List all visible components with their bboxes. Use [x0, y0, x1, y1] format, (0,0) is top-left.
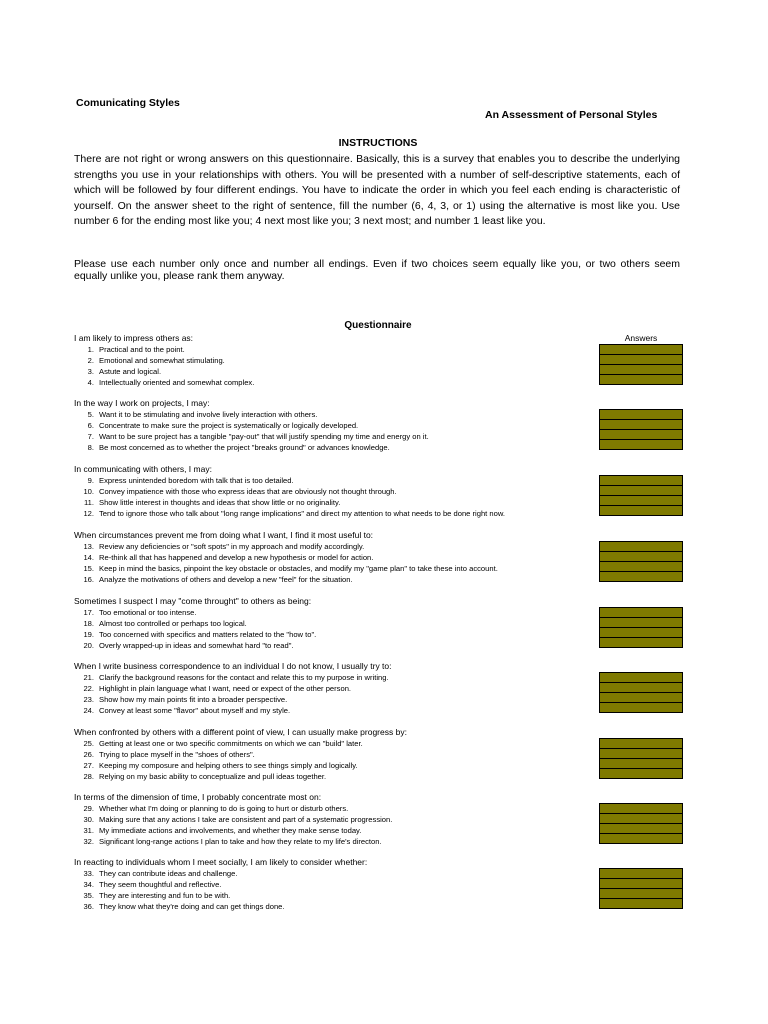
question-ending	[74, 563, 594, 574]
ending-number: 21.	[83, 673, 94, 682]
instructions-note: Please use each number only once and number all endings. Even if two choices seem equally like you, or two others seem equally unlike you, please rank them anyway.	[74, 258, 680, 282]
ending-text: Overly wrapped-up in ideas and somewhat hard "to read".	[99, 641, 294, 650]
ending-text: Clarify the background reasons for the contact and relate this to my purpose in writing.	[99, 673, 389, 682]
page-subtitle: An Assessment of Personal Styles	[485, 109, 658, 121]
question-ending	[74, 355, 594, 366]
question-section	[74, 333, 594, 388]
ending-number: 9.	[87, 476, 94, 485]
ending-text: Relying on my basic ability to conceptualize and pull ideas together.	[99, 772, 327, 781]
answer-box-group	[599, 672, 683, 713]
ending-number: 17.	[83, 608, 94, 617]
answer-input-box[interactable]	[599, 833, 683, 844]
instructions-paragraph: There are not right or wrong answers on this questionnaire. Basically, this is a survey that enables you to describe the underlying strengths you use in your relationships with others. You will be presented with a number of self-descriptive statements, each of which will be followed by four different endings. You have to indicate the order in which you feel each ending is characteristic of yourself. On the answer sheet to the right of sentence, fill the number (6, 4, 3, or 1) using the alternative is most like you. Use number 6 for the ending most like you; 4 next most like you; 3 next most; and number 1 least like you.	[74, 153, 680, 227]
question-ending	[74, 749, 594, 760]
answers-column-header: Answers	[624, 333, 658, 343]
ending-number: 29.	[83, 804, 94, 813]
ending-number: 30.	[83, 815, 94, 824]
ending-number: 36.	[83, 902, 94, 911]
question-section	[74, 792, 594, 847]
ending-number: 28.	[83, 772, 94, 781]
ending-number: 26.	[83, 750, 94, 759]
question-ending	[74, 640, 594, 651]
ending-text: Convey impatience with those who express ideas that are obviously not thought through.	[99, 487, 397, 496]
ending-text: They seem thoughtful and reflective.	[99, 880, 222, 889]
ending-number: 18.	[83, 619, 94, 628]
ending-text: Keep in mind the basics, pinpoint the key obstacle or obstacles, and modify my "game plan" to take these into account.	[99, 564, 498, 573]
question-ending	[74, 683, 594, 694]
ending-text: Want it to be stimulating and involve lively interaction with others.	[99, 410, 318, 419]
ending-number: 22.	[83, 684, 94, 693]
page-title: Comunicating Styles	[76, 97, 180, 109]
ending-text: Trying to place myself in the "shoes of others".	[99, 750, 255, 759]
question-ending	[74, 475, 594, 486]
ending-number: 19.	[83, 630, 94, 639]
answer-box-group	[599, 607, 683, 648]
question-ending	[74, 486, 594, 497]
question-ending	[74, 420, 594, 431]
question-ending	[74, 814, 594, 825]
ending-text: Intellectually oriented and somewhat complex.	[99, 378, 255, 387]
question-ending	[74, 901, 594, 912]
question-prompt: When confronted by others with a different point of view, I can usually make progress by:	[74, 727, 407, 737]
ending-number: 1.	[87, 345, 94, 354]
ending-text: Too emotional or too intense.	[99, 608, 197, 617]
answer-box-group	[599, 738, 683, 779]
ending-number: 20.	[83, 641, 94, 650]
question-section	[74, 530, 594, 585]
answer-box-group	[599, 344, 683, 385]
ending-text: Practical and to the point.	[99, 345, 185, 354]
ending-number: 23.	[83, 695, 94, 704]
question-prompt: I am likely to impress others as:	[74, 333, 194, 343]
question-ending	[74, 377, 594, 388]
ending-text: Show little interest in thoughts and ideas that show little or no originality.	[99, 498, 341, 507]
instructions-heading: INSTRUCTIONS	[338, 137, 418, 149]
question-prompt: Sometimes I suspect I may "come throught" to others as being:	[74, 596, 312, 606]
ending-text: Show how my main points fit into a broader perspective.	[99, 695, 288, 704]
answer-input-box[interactable]	[599, 768, 683, 779]
ending-number: 3.	[87, 367, 94, 376]
answer-box-group	[599, 409, 683, 450]
question-prompt: In communicating with others, I may:	[74, 464, 212, 474]
ending-text: Too concerned with specifics and matters related to the "how to".	[99, 630, 317, 639]
ending-text: Whether what I'm doing or planning to do is going to hurt or disturb others.	[99, 804, 349, 813]
ending-number: 6.	[87, 421, 94, 430]
question-endings-list	[74, 475, 594, 519]
ending-number: 24.	[83, 706, 94, 715]
ending-text: My immediate actions and involvements, and whether they make sense today.	[99, 826, 362, 835]
ending-text: Astute and logical.	[99, 367, 162, 376]
question-ending	[74, 868, 594, 879]
question-ending	[74, 771, 594, 782]
question-ending	[74, 879, 594, 890]
question-ending	[74, 442, 594, 453]
ending-text: Concentrate to make sure the project is systematically or logically developed.	[99, 421, 359, 430]
ending-text: They are interesting and fun to be with.	[99, 891, 231, 900]
answer-box-group	[599, 868, 683, 909]
question-ending	[74, 574, 594, 585]
question-ending	[74, 552, 594, 563]
answer-input-box[interactable]	[599, 505, 683, 516]
question-section	[74, 596, 594, 651]
question-ending	[74, 705, 594, 716]
answer-box-group	[599, 541, 683, 582]
ending-number: 2.	[87, 356, 94, 365]
question-endings-list	[74, 868, 594, 912]
question-prompt: In the way I work on projects, I may:	[74, 398, 210, 408]
question-ending	[74, 760, 594, 771]
question-endings-list	[74, 803, 594, 847]
answer-box-group	[599, 475, 683, 516]
ending-number: 5.	[87, 410, 94, 419]
question-ending	[74, 738, 594, 749]
answer-input-box[interactable]	[599, 439, 683, 450]
ending-text: Tend to ignore those who talk about "long range implications" and direct my attention to what needs to be done right now.	[99, 509, 506, 518]
question-ending	[74, 541, 594, 552]
ending-text: Keeping my composure and helping others to see things simply and logically.	[99, 761, 358, 770]
question-endings-list	[74, 344, 594, 388]
question-ending	[74, 344, 594, 355]
ending-text: Significant long-range actions I plan to take and how they relate to my life's directon.	[99, 837, 382, 846]
ending-text: They can contribute ideas and challenge.	[99, 869, 238, 878]
ending-text: They know what they're doing and can get things done.	[99, 902, 285, 911]
question-ending	[74, 803, 594, 814]
question-ending	[74, 409, 594, 420]
ending-text: Highlight in plain language what I want, need or expect of the other person.	[99, 684, 352, 693]
ending-text: Analyze the motivations of others and develop a new "feel" for the situation.	[99, 575, 353, 584]
ending-text: Making sure that any actions I take are consistent and part of a systematic progression.	[99, 815, 393, 824]
question-prompt: When I write business correspondence to an individual I do not know, I usually try to:	[74, 661, 392, 671]
ending-text: Express unintended boredom with talk that is too detailed.	[99, 476, 294, 485]
ending-number: 12.	[83, 509, 94, 518]
question-ending	[74, 508, 594, 519]
question-ending	[74, 825, 594, 836]
question-endings-list	[74, 672, 594, 716]
ending-number: 10.	[83, 487, 94, 496]
question-ending	[74, 629, 594, 640]
question-section	[74, 857, 594, 912]
question-section	[74, 661, 594, 716]
question-ending	[74, 607, 594, 618]
question-prompt: In reacting to individuals whom I meet socially, I am likely to consider whether:	[74, 857, 368, 867]
question-ending	[74, 366, 594, 377]
question-endings-list	[74, 541, 594, 585]
question-endings-list	[74, 738, 594, 782]
ending-text: Want to be sure project has a tangible "pay-out" that will justify spending my time and energy on it.	[99, 432, 429, 441]
question-ending	[74, 672, 594, 683]
ending-text: Review any deficiencies or "soft spots" in my approach and modify accordingly.	[99, 542, 365, 551]
question-ending	[74, 836, 594, 847]
ending-text: Getting at least one or two specific commitments on which we can "build" later.	[99, 739, 363, 748]
answer-input-box[interactable]	[599, 898, 683, 909]
ending-number: 15.	[83, 564, 94, 573]
answer-input-box[interactable]	[599, 571, 683, 582]
question-section	[74, 464, 594, 519]
question-endings-list	[74, 409, 594, 453]
ending-number: 33.	[83, 869, 94, 878]
question-section	[74, 727, 594, 782]
question-ending	[74, 890, 594, 901]
ending-number: 11.	[84, 498, 94, 507]
questionnaire-heading: Questionnaire	[344, 320, 412, 331]
ending-number: 27.	[83, 761, 94, 770]
question-section	[74, 398, 594, 453]
question-ending	[74, 431, 594, 442]
answer-box-group	[599, 803, 683, 844]
ending-number: 14.	[83, 553, 94, 562]
question-prompt: When circumstances prevent me from doing what I want, I find it most useful to:	[74, 530, 374, 540]
question-ending	[74, 618, 594, 629]
ending-number: 13.	[83, 542, 94, 551]
question-prompt: In terms of the dimension of time, I probably concentrate most on:	[74, 792, 322, 802]
ending-number: 4.	[87, 378, 94, 387]
ending-text: Convey at least some "flavor" about myself and my style.	[99, 706, 291, 715]
answer-input-box[interactable]	[599, 374, 683, 385]
question-endings-list	[74, 607, 594, 651]
ending-number: 25.	[83, 739, 94, 748]
ending-text: Re-think all that has happened and develop a new hypothesis or model for action.	[99, 553, 374, 562]
ending-text: Almost too controlled or perhaps too logical.	[99, 619, 247, 628]
question-ending	[74, 694, 594, 705]
ending-number: 32.	[83, 837, 94, 846]
ending-number: 35.	[83, 891, 94, 900]
answer-input-box[interactable]	[599, 637, 683, 648]
ending-number: 7.	[87, 432, 94, 441]
ending-number: 31.	[83, 826, 94, 835]
ending-text: Be most concerned as to whether the project "breaks ground" or advances knowledge.	[99, 443, 390, 452]
ending-number: 34.	[83, 880, 94, 889]
ending-number: 8.	[87, 443, 94, 452]
question-ending	[74, 497, 594, 508]
ending-text: Emotional and somewhat stimulating.	[99, 356, 225, 365]
ending-number: 16.	[83, 575, 94, 584]
answer-input-box[interactable]	[599, 702, 683, 713]
